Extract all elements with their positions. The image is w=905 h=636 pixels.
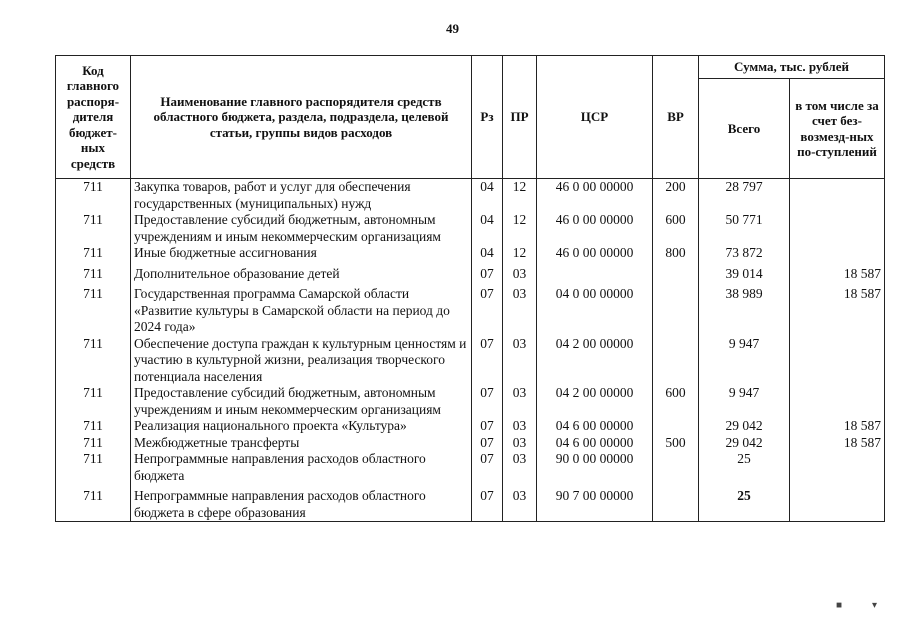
cell-total: 25 — [699, 451, 790, 484]
cell-name: Межбюджетные трансферты — [131, 435, 472, 452]
cell-csr: 04 2 00 00000 — [537, 336, 653, 386]
cell-pr: 03 — [503, 435, 537, 452]
cell-grants: 18 587 — [790, 262, 885, 283]
cell-rz: 07 — [472, 451, 503, 484]
cell-vr: 200 — [653, 179, 699, 213]
cell-csr: 04 0 00 00000 — [537, 282, 653, 336]
table-row — [56, 245, 885, 262]
cell-grants — [790, 336, 885, 386]
cell-name: Реализация национального проекта «Культура» — [131, 418, 472, 435]
cell-total: 39 014 — [699, 262, 790, 283]
cell-vr: 800 — [653, 245, 699, 262]
cell-code: 711 — [56, 282, 131, 336]
header-csr: ЦСР — [537, 56, 653, 179]
cell-name: Обеспечение доступа граждан к культурным ценностям и участию в культурной жизни, реализация творческого потенциала населения — [131, 336, 472, 386]
cell-code: 711 — [56, 336, 131, 386]
header-total: Всего — [699, 79, 790, 179]
cell-total: 38 989 — [699, 282, 790, 336]
cell-grants — [790, 385, 885, 418]
header-grants: в том числе за счет без-возмезд-ных по-ступлений — [790, 79, 885, 179]
table-row — [56, 435, 885, 452]
cell-code: 711 — [56, 212, 131, 245]
cell-code: 711 — [56, 262, 131, 283]
cell-rz: 07 — [472, 262, 503, 283]
page-number: 49 — [446, 21, 459, 36]
table-row — [56, 179, 885, 213]
scan-speck: ■ — [836, 600, 843, 611]
cell-rz: 04 — [472, 179, 503, 213]
cell-pr: 03 — [503, 282, 537, 336]
cell-rz: 07 — [472, 336, 503, 386]
cell-code: 711 — [56, 418, 131, 435]
cell-csr — [537, 262, 653, 283]
cell-code: 711 — [56, 435, 131, 452]
cell-pr: 03 — [503, 451, 537, 484]
cell-vr — [653, 336, 699, 386]
header-pr: ПР — [503, 56, 537, 179]
cell-name: Непрограммные направления расходов областного бюджета в сфере образования — [131, 484, 472, 522]
cell-vr: 600 — [653, 385, 699, 418]
cell-pr: 03 — [503, 336, 537, 386]
cell-name: Государственная программа Самарской области «Развитие культуры в Самарской области на период до 2024 года» — [131, 282, 472, 336]
cell-grants — [790, 484, 885, 522]
table-row — [56, 336, 885, 386]
cell-code: 711 — [56, 385, 131, 418]
cell-name: Закупка товаров, работ и услуг для обеспечения государственных (муниципальных) нужд — [131, 179, 472, 213]
cell-vr — [653, 418, 699, 435]
cell-grants: 18 587 — [790, 282, 885, 336]
cell-csr: 90 7 00 00000 — [537, 484, 653, 522]
cell-code: 711 — [56, 484, 131, 522]
cell-vr — [653, 484, 699, 522]
table-row — [56, 282, 885, 336]
cell-csr: 90 0 00 00000 — [537, 451, 653, 484]
cell-grants — [790, 451, 885, 484]
cell-pr: 03 — [503, 484, 537, 522]
cell-code: 711 — [56, 245, 131, 262]
table-row — [56, 262, 885, 283]
cell-csr: 04 6 00 00000 — [537, 418, 653, 435]
cell-pr: 12 — [503, 179, 537, 213]
cell-csr: 04 6 00 00000 — [537, 435, 653, 452]
cell-name: Непрограммные направления расходов областного бюджета — [131, 451, 472, 484]
cell-name: Предоставление субсидий бюджетным, автономным учреждениям и иным некоммерческим организациям — [131, 212, 472, 245]
cell-name: Иные бюджетные ассигнования — [131, 245, 472, 262]
cell-pr: 03 — [503, 418, 537, 435]
cell-total: 29 042 — [699, 435, 790, 452]
cell-rz: 07 — [472, 282, 503, 336]
table-row — [56, 212, 885, 245]
cell-grants — [790, 212, 885, 245]
cell-name: Предоставление субсидий бюджетным, автономным учреждениям и иным некоммерческим организациям — [131, 385, 472, 418]
cell-pr: 12 — [503, 212, 537, 245]
cell-pr: 12 — [503, 245, 537, 262]
cell-total: 50 771 — [699, 212, 790, 245]
cell-csr: 46 0 00 00000 — [537, 212, 653, 245]
table-row — [56, 484, 885, 522]
cell-pr: 03 — [503, 262, 537, 283]
cell-grants: 18 587 — [790, 418, 885, 435]
cell-total: 9 947 — [699, 336, 790, 386]
cell-grants: 18 587 — [790, 435, 885, 452]
table-row — [56, 451, 885, 484]
cell-pr: 03 — [503, 385, 537, 418]
cell-rz: 07 — [472, 385, 503, 418]
budget-table — [55, 55, 885, 522]
table-row — [56, 418, 885, 435]
cell-rz: 04 — [472, 212, 503, 245]
cell-grants — [790, 245, 885, 262]
cell-total: 25 — [699, 484, 790, 522]
cell-vr — [653, 262, 699, 283]
cell-total: 73 872 — [699, 245, 790, 262]
cell-csr: 46 0 00 00000 — [537, 245, 653, 262]
cell-grants — [790, 179, 885, 213]
cell-vr — [653, 451, 699, 484]
header-vr: ВР — [653, 56, 699, 179]
cell-rz: 04 — [472, 245, 503, 262]
cell-rz: 07 — [472, 435, 503, 452]
header-sum-group: Сумма, тыс. рублей — [699, 56, 885, 79]
cell-csr: 04 2 00 00000 — [537, 385, 653, 418]
cell-rz: 07 — [472, 484, 503, 522]
header-code: Код главного распоря-дителя бюджет-ных средств — [56, 56, 131, 179]
cell-code: 711 — [56, 451, 131, 484]
cell-csr: 46 0 00 00000 — [537, 179, 653, 213]
header-name: Наименование главного распорядителя средств областного бюджета, раздела, подраздела, целевой статьи, группы видов расходов — [131, 56, 472, 179]
cell-vr: 600 — [653, 212, 699, 245]
cell-code: 711 — [56, 179, 131, 213]
cell-total: 29 042 — [699, 418, 790, 435]
cell-vr: 500 — [653, 435, 699, 452]
header-rz: Рз — [472, 56, 503, 179]
cell-total: 28 797 — [699, 179, 790, 213]
cell-vr — [653, 282, 699, 336]
scan-speck: ▾ — [872, 600, 878, 611]
cell-rz: 07 — [472, 418, 503, 435]
table-header — [56, 56, 885, 179]
cell-name: Дополнительное образование детей — [131, 262, 472, 283]
table-row — [56, 385, 885, 418]
table-body — [56, 179, 885, 522]
cell-total: 9 947 — [699, 385, 790, 418]
